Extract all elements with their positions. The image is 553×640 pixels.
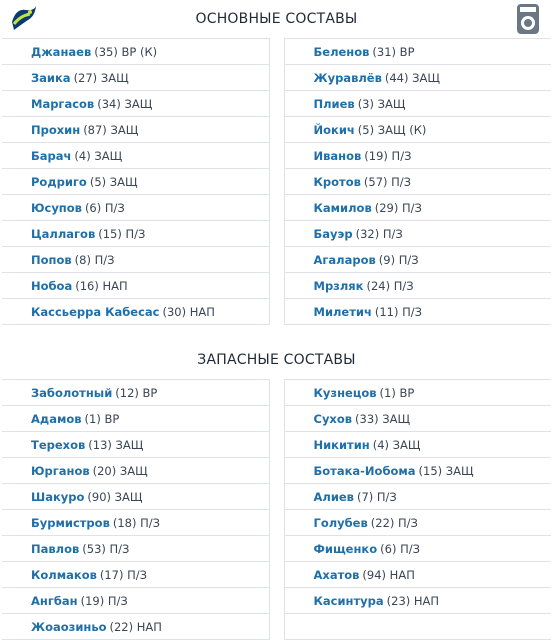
player-row	[2, 432, 269, 458]
player-number-position: (4) ЗАЩ	[74, 148, 123, 163]
substitutes-header	[0, 341, 553, 379]
player-number-position: (3) ЗАЩ	[357, 96, 406, 111]
home-substitutes-list	[2, 379, 270, 640]
player-number-position: (30) НАП	[162, 304, 215, 319]
player-number-position: (18) П/З	[112, 515, 161, 530]
player-number-position: (12) ВР	[115, 385, 158, 400]
player-number-position: (24) П/З	[366, 278, 414, 293]
player-row	[285, 91, 552, 117]
player-name-link[interactable]: Барач	[31, 148, 72, 163]
player-number-position: (9) П/З	[378, 252, 419, 267]
player-row	[285, 65, 552, 91]
player-row	[2, 562, 269, 588]
player-name-link[interactable]: Колмаков	[31, 567, 97, 582]
player-name-link[interactable]: Джанаев	[31, 44, 92, 59]
player-number-position: (87) ЗАЩ	[83, 122, 139, 137]
player-name-link[interactable]: Ангбан	[31, 593, 78, 608]
player-number-position: (32) П/З	[355, 226, 403, 241]
player-row	[2, 247, 269, 273]
player-row	[285, 117, 552, 143]
player-name-link[interactable]: Плиев	[313, 96, 355, 111]
player-name-link[interactable]: Журавлёв	[313, 70, 382, 85]
player-row	[2, 458, 269, 484]
player-number-position: (57) П/З	[363, 174, 412, 189]
player-number-position: (7) П/З	[356, 489, 397, 504]
player-number-position: (27) ЗАЩ	[73, 70, 129, 85]
player-row	[2, 143, 269, 169]
player-row	[285, 406, 552, 432]
player-number-position: (35) ВР (К)	[94, 44, 158, 59]
player-number-position: (34) ЗАЩ	[97, 96, 153, 111]
player-name-link[interactable]: Цаллагов	[31, 226, 96, 241]
player-number-position: (4) ЗАЩ	[372, 437, 421, 452]
player-name-link[interactable]: Йокич	[313, 122, 355, 137]
player-name-link[interactable]: Шакуро	[31, 489, 85, 504]
player-name-link[interactable]: Кузнецов	[313, 385, 377, 400]
starting-lineups-grid	[0, 38, 553, 325]
player-row	[285, 536, 552, 562]
player-name-link[interactable]: Жоаозиньо	[31, 619, 107, 634]
player-number-position: (5) ЗАЩ	[89, 174, 138, 189]
player-number-position: (1) ВР	[84, 411, 120, 426]
player-row	[285, 195, 552, 221]
player-number-position: (13) ЗАЩ	[88, 437, 144, 452]
starting-lineups-title: ОСНОВНЫЕ СОСТАВЫ	[195, 11, 358, 27]
player-row	[2, 65, 269, 91]
player-number-position: (15) ЗАЩ	[418, 463, 474, 478]
player-number-position: (16) НАП	[75, 278, 128, 293]
player-name-link[interactable]: Сухов	[313, 411, 353, 426]
player-name-link[interactable]: Юрганов	[31, 463, 90, 478]
player-name-link[interactable]: Прохин	[31, 122, 81, 137]
away-substitutes-list	[284, 379, 552, 640]
player-number-position: (22) П/З	[370, 515, 418, 530]
player-number-position: (31) ВР	[372, 44, 415, 59]
player-name-link[interactable]: Терехов	[31, 437, 86, 452]
player-name-link[interactable]: Нобоа	[31, 278, 73, 293]
player-name-link[interactable]: Попов	[31, 252, 72, 267]
player-number-position: (19) П/З	[364, 148, 412, 163]
player-row	[285, 432, 552, 458]
player-name-link[interactable]: Кассьерра Кабесас	[31, 304, 160, 319]
player-name-link[interactable]: Беленов	[313, 44, 370, 59]
player-name-link[interactable]: Ахатов	[313, 567, 360, 582]
player-name-link[interactable]: Иванов	[313, 148, 362, 163]
starting-lineups-header	[0, 0, 553, 38]
empty-row	[285, 614, 552, 639]
player-row	[285, 169, 552, 195]
player-number-position: (1) ВР	[379, 385, 415, 400]
player-row	[285, 562, 552, 588]
player-row	[285, 247, 552, 273]
home-starting-list	[2, 38, 270, 325]
player-number-position: (19) П/З	[80, 593, 128, 608]
player-number-position: (44) ЗАЩ	[384, 70, 440, 85]
player-row	[2, 273, 269, 299]
player-number-position: (22) НАП	[109, 619, 162, 634]
player-number-position: (6) П/З	[84, 200, 125, 215]
player-row	[285, 484, 552, 510]
player-number-position: (29) П/З	[374, 200, 422, 215]
home-team-logo-icon	[8, 2, 40, 34]
player-name-link[interactable]: Милетич	[313, 304, 372, 319]
player-name-link[interactable]: Кротов	[313, 174, 361, 189]
player-row	[285, 143, 552, 169]
player-name-link[interactable]: Маргасов	[31, 96, 95, 111]
player-name-link[interactable]: Никитин	[313, 437, 370, 452]
player-row	[285, 39, 552, 65]
player-row	[2, 484, 269, 510]
player-name-link[interactable]: Фищенко	[313, 541, 378, 556]
player-row	[2, 221, 269, 247]
player-number-position: (53) П/З	[82, 541, 130, 556]
player-number-position: (23) НАП	[386, 593, 440, 608]
player-row	[285, 458, 552, 484]
player-name-link[interactable]: Адамов	[31, 411, 82, 426]
player-name-link[interactable]: Агаларов	[313, 252, 376, 267]
player-row	[285, 588, 552, 614]
player-number-position: (94) НАП	[362, 567, 415, 582]
player-row	[285, 273, 552, 299]
player-name-link[interactable]: Алиев	[313, 489, 354, 504]
substitutes-grid	[0, 379, 553, 640]
player-number-position: (90) ЗАЩ	[87, 489, 143, 504]
player-row	[285, 299, 552, 324]
player-row	[285, 221, 552, 247]
player-name-link[interactable]: Родриго	[31, 174, 87, 189]
player-row	[2, 195, 269, 221]
player-name-link[interactable]: Мрзляк	[313, 278, 364, 293]
player-row	[2, 299, 269, 324]
player-row	[2, 510, 269, 536]
player-row	[2, 91, 269, 117]
player-name-link[interactable]: Бауэр	[313, 226, 353, 241]
player-number-position: (5) ЗАЩ (К)	[357, 122, 427, 137]
player-row	[285, 510, 552, 536]
player-row	[2, 380, 269, 406]
player-row	[285, 380, 552, 406]
player-name-link[interactable]: Касинтура	[313, 593, 384, 608]
player-row	[2, 169, 269, 195]
player-name-link[interactable]: Бурмистров	[31, 515, 110, 530]
player-row	[2, 588, 269, 614]
player-number-position: (11) П/З	[374, 304, 423, 319]
player-number-position: (33) ЗАЩ	[355, 411, 411, 426]
player-number-position: (8) П/З	[74, 252, 115, 267]
substitutes-title: ЗАПАСНЫЕ СОСТАВЫ	[197, 352, 356, 368]
player-row	[2, 406, 269, 432]
away-team-logo-icon	[515, 3, 541, 35]
player-name-link[interactable]: Заболотный	[31, 385, 113, 400]
away-starting-list	[284, 38, 552, 325]
player-name-link[interactable]: Юсупов	[31, 200, 82, 215]
player-name-link[interactable]: Камилов	[313, 200, 372, 215]
player-number-position: (17) П/З	[99, 567, 148, 582]
player-row	[2, 39, 269, 65]
player-number-position: (6) П/З	[380, 541, 420, 556]
player-number-position: (20) ЗАЩ	[92, 463, 148, 478]
player-name-link[interactable]: Голубев	[313, 515, 368, 530]
player-row	[2, 614, 269, 639]
player-name-link[interactable]: Павлов	[31, 541, 80, 556]
player-name-link[interactable]: Заика	[31, 70, 71, 85]
player-row	[2, 536, 269, 562]
player-name-link[interactable]: Ботака-Иобома	[313, 463, 416, 478]
player-number-position: (15) П/З	[98, 226, 146, 241]
player-row	[2, 117, 269, 143]
